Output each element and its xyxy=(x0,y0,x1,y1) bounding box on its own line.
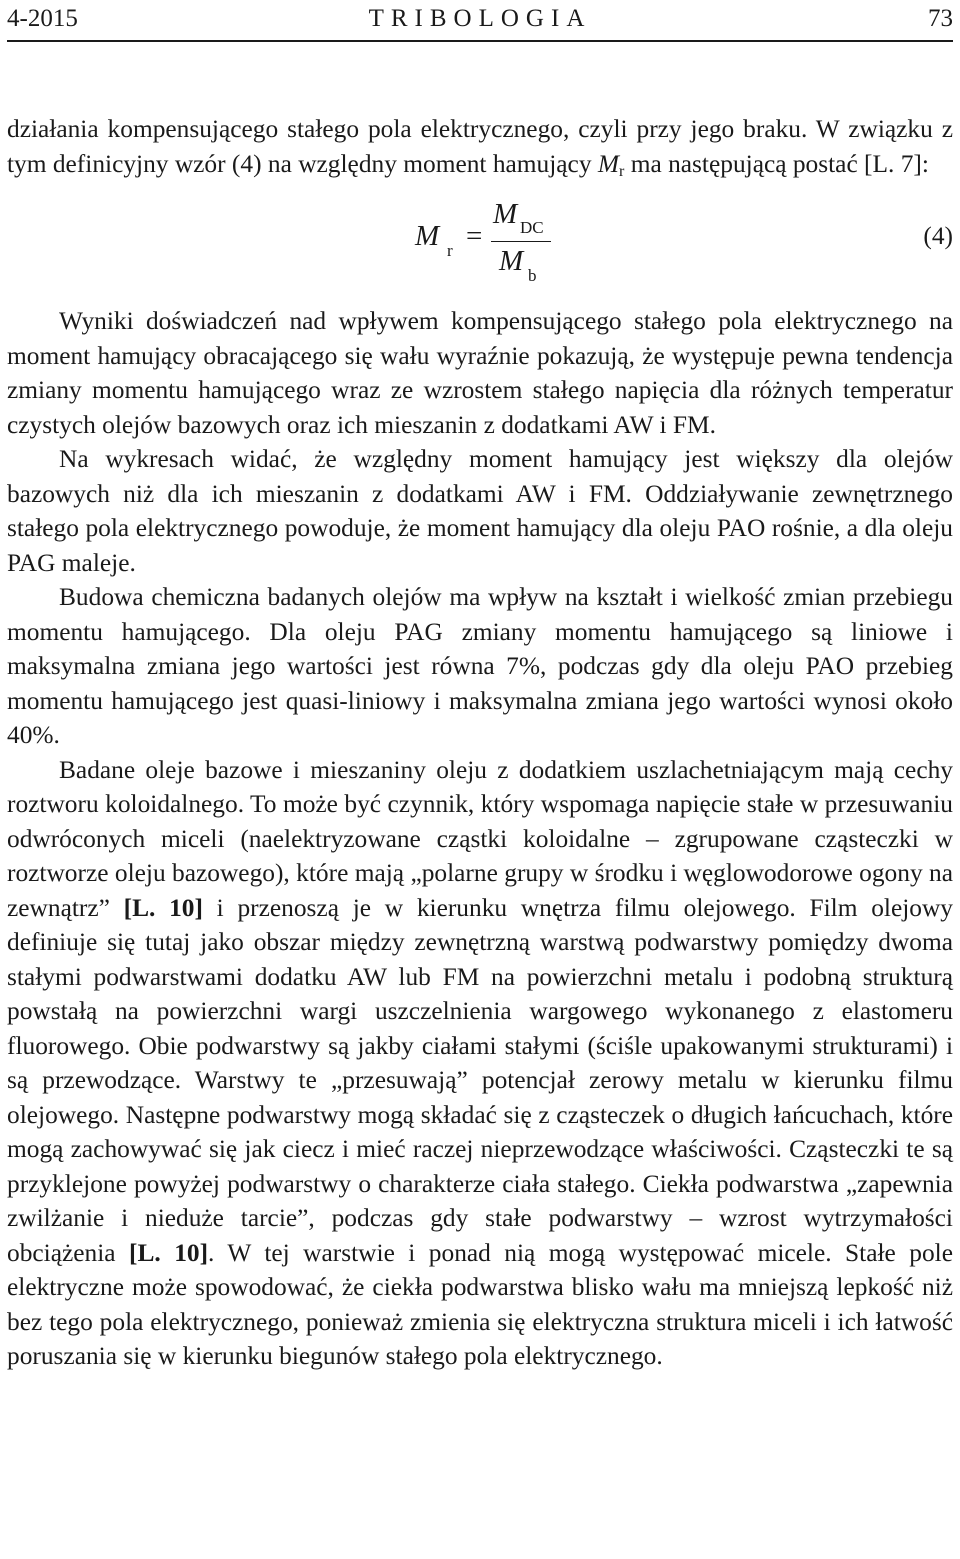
paragraph-3: Na wykresach widać, że względny moment hamujący jest większy dla olejów bazowych niż dla ich mieszanin z dodatkami AW i FM. Oddziaływanie zewnętrznego stałego pola elektrycznego powoduje, że moment hamujący dla oleju PAO rośnie, a dla oleju PAG maleje. xyxy=(7,445,953,577)
eq-lhs: M xyxy=(415,220,440,252)
eq-numerator-sub: DC xyxy=(520,218,544,237)
equation-4 xyxy=(7,187,953,297)
symbol-sub: r xyxy=(619,162,625,180)
fraction-bar xyxy=(491,241,551,242)
eq-numerator: M xyxy=(493,198,518,230)
eq-equals: = xyxy=(466,220,483,252)
article-body xyxy=(7,112,953,1374)
eq-lhs-sub: r xyxy=(447,241,453,260)
journal-title: TRIBOLOGIA xyxy=(368,5,592,32)
paragraph-1: działania kompensującego stałego pola elektrycznego, czyli przy jego braku. W związku z tym definicyjny wzór (4) na względny moment hamujący $M_r$ ma następującą postać [L. 7]: xyxy=(7,115,953,180)
paragraph-4: Budowa chemiczna badanych olejów ma wpływ na kształt i wielkość zmian przebiegu momentu hamującego. Dla oleju PAG zmiany momentu hamującego są liniowe i maksymalna zmiana jego wartości jest równa 7%, podczas gdy dla oleju PAO przebieg momentu hamującego jest quasi-liniowy i maksymalna zmiana jego wartości wynosi około 40%. xyxy=(7,583,953,749)
symbol-m: M xyxy=(597,149,620,178)
page-number: 73 xyxy=(928,5,953,32)
eq-denominator-sub: b xyxy=(528,266,537,285)
equation-number: (4) xyxy=(923,222,953,250)
reference-l10: [L. 10] xyxy=(123,893,203,922)
header-divider xyxy=(7,40,953,42)
issue-number: 4-2015 xyxy=(7,5,78,32)
page-header xyxy=(7,2,953,40)
paragraph-5: Badane oleje bazowe i mieszaniny oleju z dodatkiem uszlachetniającym mają cechy roztworu koloidalnego. To może być czynnik, który wspomaga napięcie stałe w przesuwaniu odwróconych miceli (naelektryzowane cząstki koloidalne – zgrupowane cząsteczki w roztworze oleju bazowego), które mają „polarne grupy w środku i węglowodorowe ogony na zewnątrz” [L. 10] i przenoszą je w kierunku wnętrza filmu olejowego. Film olejowy definiuje się tutaj jako obszar między zewnętrzną warstwą podwarstwy pomiędzy dwoma stałymi podwarstwami dodatku AW lub FM na powierzchni metalu i podobną strukturą powstałą na powierzchni wargi uszczelnienia wargowego wykonanego z elastomeru fluorowego. Obie podwarstwy są jakby ciałami stałymi (ściśle upakowanymi strukturami) i są przewodzące. Warstwy te „przesuwają” potencjał zerowy metalu w kierunku filmu olejowego. Następne podwarstwy mogą składać się z cząsteczek o długich łańcuchach, które mogą zachowywać się jak ciecz i mieć raczej nieprzewodzące właściwości. Cząsteczki te są przyklejone powyżej podwarstwy o charakterze ciała stałego. Ciekła podwarstwa „zapewnia zwilżanie i nieduże tarcie”, podczas gdy stałe podwarstwy – wzrost wytrzymałości obciążenia [L. 10]. W tej warstwie i ponad nią mogą występować micele. Stałe pole elektryczne może spowodować, że ciekła podwarstwa blisko wału ma mniejszą lepkość niż bez tego pola elektrycznego, ponieważ zmienia się elektryczna struktura miceli i ich łatwość poruszania się w kierunku biegunów stałego pola elektrycznego. xyxy=(7,755,953,1370)
reference-l10-second: [L. 10] xyxy=(129,1238,209,1267)
paragraph-2: Wyniki doświadczeń nad wpływem kompensującego stałego pola elektrycznego na moment hamujący obracającego się wału wyraźnie pokazują, że występuje pewna tendencja zmiany momentu hamującego wraz ze wzrostem stałego napięcia dla różnych temperatur czystych olejów bazowych oraz ich mieszanin z dodatkami AW i FM. xyxy=(7,307,953,439)
eq-denominator: M xyxy=(499,245,524,277)
